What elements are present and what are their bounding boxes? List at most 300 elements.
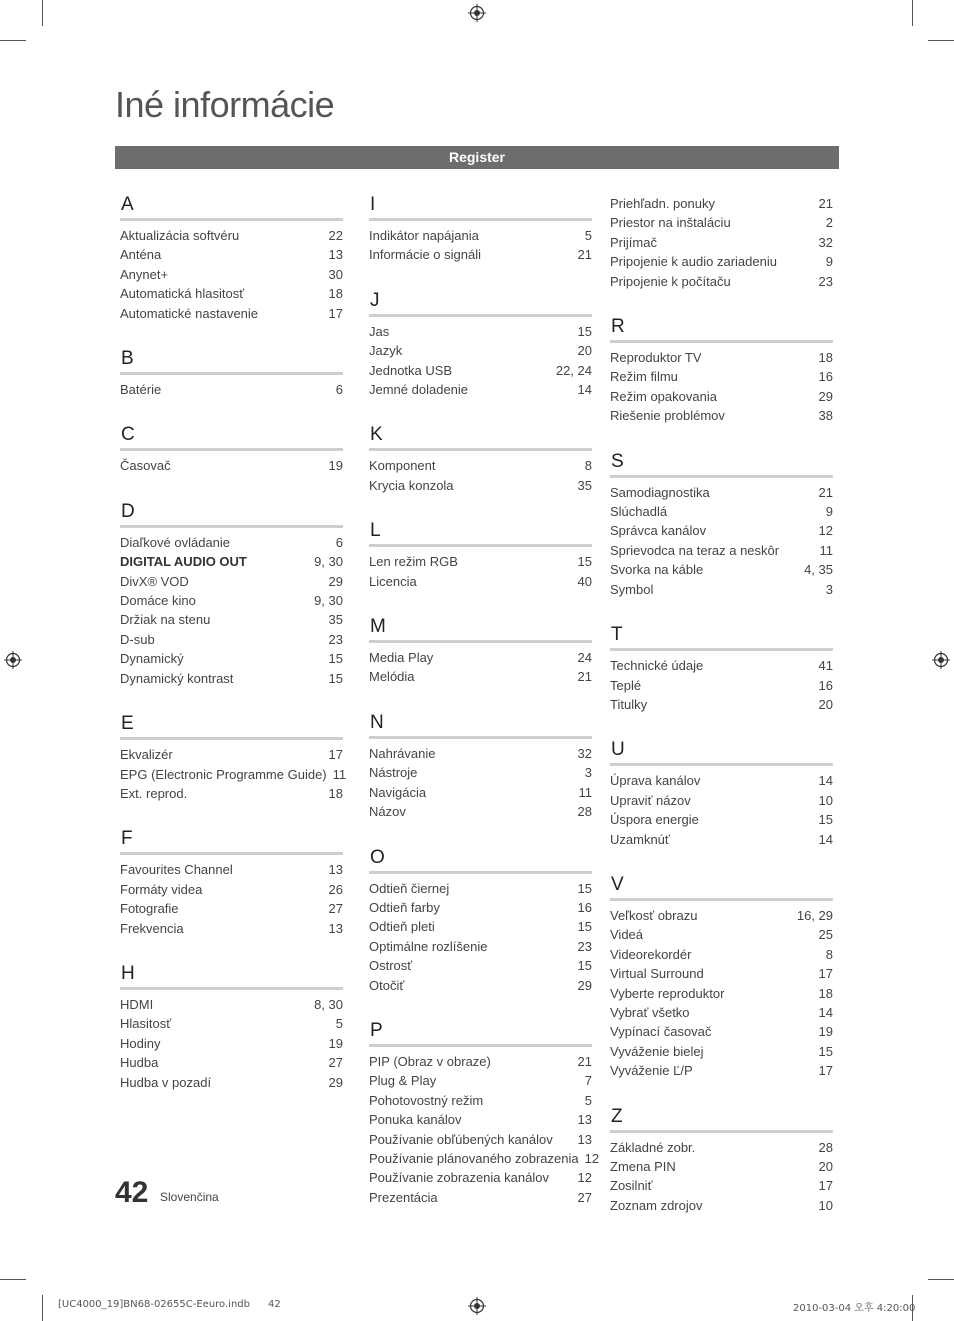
entry-pages: 22 — [328, 228, 343, 243]
entry-pages: 23 — [818, 273, 833, 289]
section-letter: J — [369, 288, 592, 317]
entry-term: HDMI — [120, 996, 154, 1012]
index-entry — [610, 676, 833, 695]
index-entry — [120, 572, 343, 591]
index-entry — [369, 1188, 592, 1207]
entry-term: Favourites Channel — [120, 862, 233, 878]
index-entry — [369, 956, 592, 975]
index-entry — [120, 284, 343, 303]
entry-term: Titulky — [610, 696, 648, 712]
entry-list — [610, 901, 833, 1081]
entry-pages: 13 — [577, 1112, 592, 1128]
entry-pages: 29 — [328, 573, 343, 589]
index-entry — [610, 387, 833, 406]
index-entry — [610, 1061, 833, 1080]
index-entry — [120, 591, 343, 610]
entry-term: Priehľadn. ponuky — [610, 196, 715, 211]
entry-pages: 18 — [818, 350, 833, 366]
entry-pages: 35 — [328, 612, 343, 628]
entry-pages: 12 — [577, 1170, 592, 1186]
section-letter: A — [120, 192, 343, 221]
index-section — [610, 622, 833, 714]
entry-pages: 20 — [577, 343, 592, 359]
index-entry — [369, 245, 592, 264]
crop-mark — [928, 1279, 954, 1280]
entry-pages: 20 — [818, 1159, 833, 1174]
index-entry — [610, 964, 833, 983]
entry-term: Vyberte reproduktor — [610, 985, 725, 1001]
index-entry — [369, 552, 592, 571]
section-letter: E — [120, 711, 343, 740]
entry-pages: 17 — [328, 305, 343, 321]
entry-term: Ostrosť — [369, 958, 413, 974]
index-section — [369, 422, 592, 495]
entry-pages: 8 — [584, 458, 592, 474]
entry-term: Úspora energie — [610, 812, 699, 828]
index-entry — [120, 880, 343, 899]
index-entry — [610, 560, 833, 579]
index-entry — [120, 1053, 343, 1072]
entry-pages: 17 — [818, 1063, 833, 1079]
index-entry — [120, 380, 343, 399]
section-letter: Z — [610, 1104, 833, 1133]
entry-term: Nástroje — [369, 765, 418, 781]
entry-term: Indikátor napájania — [369, 228, 479, 243]
entry-term: Jemné doladenie — [369, 382, 469, 398]
entry-pages: 4, 35 — [804, 562, 833, 578]
index-entry — [369, 572, 592, 591]
entry-pages: 21 — [577, 247, 592, 263]
entry-term: Nahrávanie — [369, 745, 436, 761]
entry-pages: 6 — [335, 382, 343, 398]
entry-term: Formáty videa — [120, 881, 203, 897]
entry-term: Jas — [369, 323, 390, 339]
entry-term: Hudba v pozadí — [120, 1074, 212, 1090]
entry-pages: 6 — [335, 534, 343, 550]
entry-term: Režim filmu — [610, 369, 678, 385]
entry-term: Samodiagnostika — [610, 484, 710, 500]
section-letter: B — [120, 346, 343, 375]
index-section — [610, 737, 833, 849]
index-entry — [610, 213, 833, 232]
entry-term: Melódia — [369, 669, 415, 685]
entry-term: Pripojenie k počítaču — [610, 273, 731, 289]
entry-term: Hlasitosť — [120, 1016, 172, 1032]
footer-date: 2010-03-04 오후 4:20:00 — [793, 1303, 916, 1314]
index-section — [369, 518, 592, 591]
entry-list — [369, 874, 592, 995]
entry-term: Videá — [610, 927, 644, 943]
index-entry — [120, 919, 343, 938]
entry-term: Režim opakovania — [610, 388, 717, 404]
entry-pages: 19 — [328, 1035, 343, 1051]
entry-pages: 11 — [819, 542, 833, 558]
index-column-2 — [369, 192, 600, 1230]
entry-term: Používanie zobrazenia kanálov — [369, 1170, 549, 1186]
entry-term: Diaľkové ovládanie — [120, 534, 231, 550]
entry-pages: 15 — [328, 651, 343, 667]
entry-term: Aktualizácia softvéru — [120, 228, 240, 243]
section-letter: O — [369, 845, 592, 874]
index-entry — [610, 1138, 833, 1157]
entry-term: Názov — [369, 804, 406, 820]
index-entry — [369, 1052, 592, 1071]
entry-pages: 13 — [328, 920, 343, 936]
entry-list — [369, 451, 592, 495]
index-section — [120, 961, 343, 1092]
index-entry — [120, 765, 347, 784]
index-entry — [610, 1003, 833, 1022]
entry-pages: 15 — [577, 958, 592, 974]
index-section — [610, 872, 833, 1081]
index-section — [610, 449, 833, 599]
index-entry — [610, 367, 833, 386]
entry-term: Úprava kanálov — [610, 773, 701, 789]
entry-term: Vyváženie Ľ/P — [610, 1063, 693, 1079]
section-letter: R — [610, 314, 833, 343]
entry-term: Frekvencia — [120, 920, 184, 936]
index-entry — [610, 791, 833, 810]
entry-term: Správca kanálov — [610, 523, 707, 539]
index-entry — [369, 802, 592, 821]
entry-term: Ponuka kanálov — [369, 1112, 462, 1128]
entry-list — [120, 855, 343, 938]
entry-pages: 17 — [818, 966, 833, 982]
entry-term: Časovač — [120, 458, 171, 474]
entry-pages: 13 — [577, 1131, 592, 1147]
entry-term: Jazyk — [369, 343, 403, 359]
index-entry — [610, 502, 833, 521]
entry-term: Hudba — [120, 1055, 159, 1071]
entry-term: D-sub — [120, 631, 155, 647]
index-section — [369, 288, 592, 400]
entry-term: Vyváženie bielej — [610, 1043, 704, 1059]
entry-term: Domáce kino — [120, 593, 196, 609]
entry-pages: 16, 29 — [796, 907, 833, 923]
index-section — [120, 711, 347, 803]
entry-term: Pripojenie k audio zariadeniu — [610, 254, 777, 270]
entry-term: Používanie obľúbených kanálov — [369, 1131, 553, 1147]
entry-term: Virtual Surround — [610, 966, 704, 982]
entry-pages: 18 — [328, 286, 343, 302]
index-entry — [120, 899, 343, 918]
entry-pages: 8, 30 — [314, 996, 343, 1012]
entry-list — [120, 375, 343, 399]
entry-list — [120, 221, 343, 323]
index-entry — [610, 541, 833, 560]
entry-term: Anténa — [120, 247, 162, 263]
entry-term: Fotografie — [120, 901, 179, 917]
index-entry — [369, 322, 592, 341]
index-entry — [120, 265, 343, 284]
index-entry — [369, 667, 592, 686]
entry-pages: 29 — [818, 388, 833, 404]
entry-pages: 14 — [577, 382, 592, 398]
section-letter: V — [610, 872, 833, 901]
entry-pages: 28 — [577, 804, 592, 820]
entry-list — [369, 1047, 600, 1207]
entry-pages: 5 — [335, 1016, 343, 1032]
entry-term: Anynet+ — [120, 266, 169, 282]
entry-term: Pohotovostný režim — [369, 1092, 484, 1108]
entry-pages: 18 — [818, 985, 833, 1001]
section-letter: D — [120, 499, 343, 528]
entry-pages: 21 — [818, 196, 833, 211]
entry-pages: 35 — [577, 477, 592, 493]
entry-pages: 15 — [328, 670, 343, 686]
index-section — [610, 1104, 833, 1216]
entry-term: Sprievodca na teraz a neskôr — [610, 542, 780, 558]
entry-term: Optimálne rozlíšenie — [369, 938, 488, 954]
entry-term: Odtieň pleti — [369, 919, 435, 935]
entry-term: Základné zobr. — [610, 1139, 696, 1155]
entry-pages: 20 — [818, 696, 833, 712]
entry-term: Dynamický kontrast — [120, 670, 234, 686]
entry-pages: 27 — [328, 1055, 343, 1071]
entry-term: Riešenie problémov — [610, 408, 725, 424]
index-entry — [369, 937, 592, 956]
index-section — [120, 192, 343, 323]
entry-list — [369, 739, 592, 822]
entry-term: Vybrať všetko — [610, 1004, 690, 1020]
page-number: 42 — [115, 1176, 149, 1209]
index-entry — [369, 1091, 592, 1110]
entry-list — [120, 528, 343, 688]
index-entry — [120, 995, 343, 1014]
entry-term: Navigácia — [369, 784, 427, 800]
entry-pages: 12 — [584, 1150, 600, 1166]
entry-pages: 13 — [328, 247, 343, 263]
index-entry — [369, 226, 592, 245]
entry-pages: 15 — [577, 919, 592, 935]
index-entry — [369, 361, 592, 380]
page-title: Iné informácie — [115, 84, 335, 125]
entry-term: Reproduktor TV — [610, 350, 702, 366]
index-entry — [369, 1130, 592, 1149]
entry-list — [610, 478, 833, 599]
entry-pages: 15 — [577, 323, 592, 339]
entry-pages: 3 — [584, 765, 592, 781]
entry-pages: 21 — [818, 484, 833, 500]
index-entry — [120, 630, 343, 649]
index-section — [369, 710, 592, 822]
registration-mark-icon — [468, 1297, 486, 1315]
entry-pages: 41 — [818, 658, 833, 674]
index-entry — [120, 649, 343, 668]
entry-pages: 15 — [577, 880, 592, 896]
entry-term: DivX® VOD — [120, 573, 189, 589]
index-entry — [369, 898, 592, 917]
entry-term: Odtieň farby — [369, 899, 440, 915]
entry-pages: 11 — [332, 766, 347, 782]
entry-pages: 2 — [825, 215, 833, 231]
index-entry — [120, 245, 343, 264]
index-entry — [610, 194, 833, 213]
entry-term: Prezentácia — [369, 1189, 438, 1205]
entry-pages: 12 — [818, 523, 833, 539]
entry-list — [610, 651, 833, 714]
language-label: Slovenčina — [160, 1190, 219, 1204]
entry-pages: 16 — [818, 369, 833, 385]
entry-pages: 16 — [818, 677, 833, 693]
index-entry — [610, 483, 833, 502]
entry-term: Zoznam zdrojov — [610, 1197, 703, 1213]
index-entry — [610, 1176, 833, 1195]
index-entry — [610, 521, 833, 540]
entry-term: Licencia — [369, 573, 417, 589]
entry-term: Priestor na inštaláciu — [610, 215, 731, 231]
index-entry — [369, 917, 592, 936]
section-letter: I — [369, 192, 592, 221]
entry-term: Slúchadlá — [610, 504, 668, 520]
entry-list — [610, 766, 833, 849]
crop-mark — [912, 0, 913, 26]
entry-term: Držiak na stenu — [120, 612, 211, 628]
entry-pages: 10 — [818, 1197, 833, 1213]
index-entry — [610, 810, 833, 829]
index-entry — [120, 860, 343, 879]
entry-pages: 30 — [328, 266, 343, 282]
index-entry — [120, 1034, 343, 1053]
entry-pages: 10 — [818, 792, 833, 808]
index-entry — [369, 879, 592, 898]
entry-pages: 16 — [577, 899, 592, 915]
entry-list — [369, 547, 592, 591]
index-entry — [610, 252, 833, 271]
entry-term: Komponent — [369, 458, 436, 474]
index-entry — [610, 925, 833, 944]
section-letter: U — [610, 737, 833, 766]
crop-mark — [0, 40, 26, 41]
entry-pages: 11 — [578, 784, 592, 800]
index-entry — [369, 1168, 592, 1187]
registration-mark-icon — [4, 651, 22, 669]
entry-term: Zmena PIN — [610, 1159, 676, 1174]
crop-mark — [42, 1295, 43, 1321]
entry-term: Dynamický — [120, 651, 184, 667]
index-section — [120, 422, 343, 475]
entry-term: Vypínací časovač — [610, 1024, 712, 1040]
index-entry — [120, 610, 343, 629]
index-entry — [120, 533, 343, 552]
entry-pages: 17 — [328, 747, 343, 763]
entry-term: Hodiny — [120, 1035, 161, 1051]
index-entry — [610, 695, 833, 714]
index-section — [369, 192, 592, 265]
index-entry — [610, 272, 833, 291]
entry-pages: 7 — [584, 1073, 592, 1089]
entry-pages: 28 — [818, 1139, 833, 1155]
entry-pages: 14 — [818, 831, 833, 847]
index-entry — [610, 406, 833, 425]
index-entry — [369, 763, 592, 782]
entry-pages: 21 — [577, 1053, 592, 1069]
entry-pages: 25 — [818, 927, 833, 943]
entry-list — [610, 192, 833, 291]
entry-pages: 5 — [584, 228, 592, 243]
index-entry — [369, 976, 592, 995]
entry-term: DIGITAL AUDIO OUT — [120, 554, 247, 570]
entry-term: Media Play — [369, 650, 434, 666]
entry-pages: 8 — [825, 946, 833, 962]
index-column-3 — [610, 192, 833, 1238]
index-entry — [610, 1022, 833, 1041]
entry-pages: 32 — [577, 745, 592, 761]
entry-list — [369, 317, 592, 400]
index-entry — [120, 745, 343, 764]
entry-term: Automatické nastavenie — [120, 305, 259, 321]
section-letter: C — [120, 422, 343, 451]
entry-pages: 17 — [818, 1178, 833, 1194]
entry-term: Batérie — [120, 382, 162, 398]
index-section — [610, 314, 833, 426]
index-entry — [610, 945, 833, 964]
entry-pages: 23 — [328, 631, 343, 647]
entry-pages: 29 — [328, 1074, 343, 1090]
entry-pages: 26 — [328, 881, 343, 897]
entry-pages: 9 — [825, 254, 833, 270]
index-entry — [120, 669, 343, 688]
index-entry — [120, 784, 343, 803]
section-letter: L — [369, 518, 592, 547]
entry-pages: 19 — [328, 458, 343, 474]
entry-term: Veľkosť obrazu — [610, 907, 698, 923]
crop-mark — [42, 0, 43, 26]
index-section — [120, 826, 343, 938]
entry-term: Ekvalizér — [120, 747, 173, 763]
entry-term: Teplé — [610, 677, 642, 693]
entry-pages: 14 — [818, 1004, 833, 1020]
entry-term: Informácie o signáli — [369, 247, 481, 263]
entry-pages: 38 — [818, 408, 833, 424]
registration-mark-icon — [932, 651, 950, 669]
entry-pages: 22, 24 — [555, 362, 592, 378]
section-letter: F — [120, 826, 343, 855]
index-entry — [120, 226, 343, 245]
entry-pages: 27 — [577, 1189, 592, 1205]
entry-pages: 9 — [825, 504, 833, 520]
entry-pages: 21 — [577, 669, 592, 685]
index-entry — [120, 456, 343, 475]
index-entry — [610, 1157, 833, 1176]
entry-pages: 32 — [818, 234, 833, 250]
index-entry — [610, 348, 833, 367]
section-letter: K — [369, 422, 592, 451]
entry-pages: 19 — [818, 1024, 833, 1040]
entry-pages: 15 — [577, 554, 592, 570]
entry-term: Jednotka USB — [369, 362, 453, 378]
entry-term: Odtieň čiernej — [369, 880, 450, 896]
entry-list — [120, 451, 343, 475]
index-entry — [610, 830, 833, 849]
entry-term: Ext. reprod. — [120, 785, 188, 801]
index-entry — [369, 1110, 592, 1129]
section-letter: M — [369, 614, 592, 643]
index-entry — [120, 304, 343, 323]
index-entry — [369, 1071, 592, 1090]
index-section — [610, 192, 833, 291]
index-column-1 — [120, 192, 347, 1115]
entry-term: Symbol — [610, 581, 654, 597]
section-banner: Register — [115, 146, 839, 169]
section-letter: S — [610, 449, 833, 478]
index-entry — [369, 456, 592, 475]
entry-term: Svorka na káble — [610, 562, 704, 578]
crop-mark — [0, 1279, 26, 1280]
index-entry — [610, 984, 833, 1003]
registration-mark-icon — [468, 4, 486, 22]
section-letter: T — [610, 622, 833, 651]
